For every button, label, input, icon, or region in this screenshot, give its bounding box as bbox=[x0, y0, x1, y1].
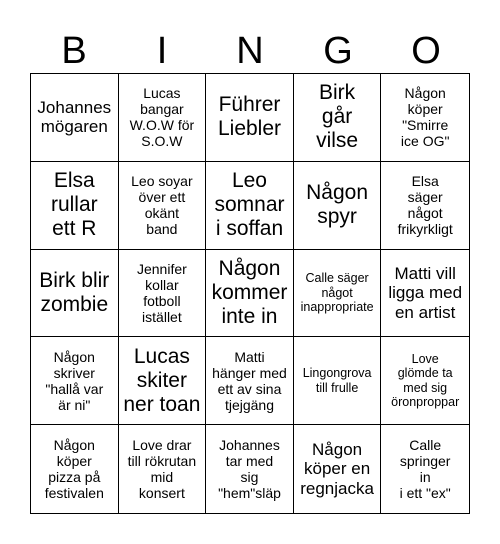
bingo-cell[interactable] bbox=[294, 162, 382, 250]
cell-text: Matti hänger med ett av sina tjejgäng bbox=[212, 348, 287, 413]
bingo-cell[interactable] bbox=[206, 250, 294, 338]
bingo-cell[interactable] bbox=[119, 250, 207, 338]
bingo-cell[interactable] bbox=[381, 337, 469, 425]
cell-text: Elsa säger något frikyrkligt bbox=[397, 173, 453, 238]
bingo-cell[interactable] bbox=[381, 250, 469, 338]
cell-text: Love drar till rökrutan mid konsert bbox=[127, 436, 197, 502]
bingo-cell[interactable] bbox=[294, 74, 382, 162]
cell-text: Leo soyar över ett okänt band bbox=[131, 173, 193, 238]
bingo-cell[interactable] bbox=[119, 425, 207, 513]
cell-text: Birk går vilse bbox=[316, 81, 359, 153]
header-letter-o: O bbox=[411, 30, 441, 72]
header-letter-n: N bbox=[236, 30, 264, 72]
bingo-cell[interactable] bbox=[119, 337, 207, 425]
cell-text: Jennifer kollar fotboll istället bbox=[136, 260, 187, 326]
cell-text: Führer Liebler bbox=[217, 93, 282, 141]
bingo-cell[interactable] bbox=[119, 74, 207, 162]
bingo-cell[interactable] bbox=[206, 162, 294, 250]
cell-text: Elsa rullar ett R bbox=[50, 168, 98, 241]
bingo-cell[interactable] bbox=[31, 425, 119, 513]
cell-text: Lingongrova till frulle bbox=[302, 366, 372, 395]
cell-text: Någon spyr bbox=[306, 181, 369, 229]
bingo-cell[interactable] bbox=[31, 162, 119, 250]
bingo-cell[interactable] bbox=[294, 337, 382, 425]
cell-text: Love glömde ta med sig öronproppar bbox=[391, 352, 460, 410]
cell-text: Matti vill ligga med en artist bbox=[388, 263, 463, 322]
cell-text: Någon köper pizza på festivalen bbox=[44, 436, 104, 502]
bingo-cell[interactable] bbox=[206, 425, 294, 513]
cell-text: Någon kommer inte in bbox=[211, 256, 288, 329]
header-letter-b: B bbox=[61, 30, 87, 72]
bingo-cell[interactable] bbox=[294, 250, 382, 338]
bingo-header bbox=[30, 26, 470, 76]
cell-text: Någon skriver "hallå var är ni" bbox=[45, 348, 104, 413]
header-letter-i: I bbox=[156, 30, 168, 72]
bingo-cell[interactable] bbox=[294, 425, 382, 513]
cell-text: Någon köper "Smirre ice OG" bbox=[400, 85, 450, 150]
bingo-cell[interactable] bbox=[381, 425, 469, 513]
cell-text: Calle säger något inappropriate bbox=[300, 271, 374, 315]
cell-text: Lucas bangar W.O.W för S.O.W bbox=[129, 85, 195, 150]
bingo-cell[interactable] bbox=[31, 74, 119, 162]
bingo-cell[interactable] bbox=[119, 162, 207, 250]
cell-text: Calle springer in i ett "ex" bbox=[399, 436, 451, 502]
bingo-cell[interactable] bbox=[31, 250, 119, 338]
cell-text: Johannes mögaren bbox=[37, 97, 112, 137]
cell-text: Johannes tar med sig "hem"släp bbox=[218, 436, 281, 502]
cell-text: Lucas skiter ner toan bbox=[123, 344, 201, 416]
bingo-cell[interactable] bbox=[381, 74, 469, 162]
bingo-cell[interactable] bbox=[206, 74, 294, 162]
bingo-cell[interactable] bbox=[381, 162, 469, 250]
cell-text: Leo somnar i soffan bbox=[214, 168, 285, 241]
bingo-cell[interactable] bbox=[31, 337, 119, 425]
cell-text: Någon köper en regnjacka bbox=[300, 439, 374, 498]
cell-text: Birk blir zombie bbox=[39, 268, 110, 316]
header-letter-g: G bbox=[323, 30, 353, 72]
bingo-cell[interactable] bbox=[206, 337, 294, 425]
bingo-grid bbox=[30, 73, 470, 514]
